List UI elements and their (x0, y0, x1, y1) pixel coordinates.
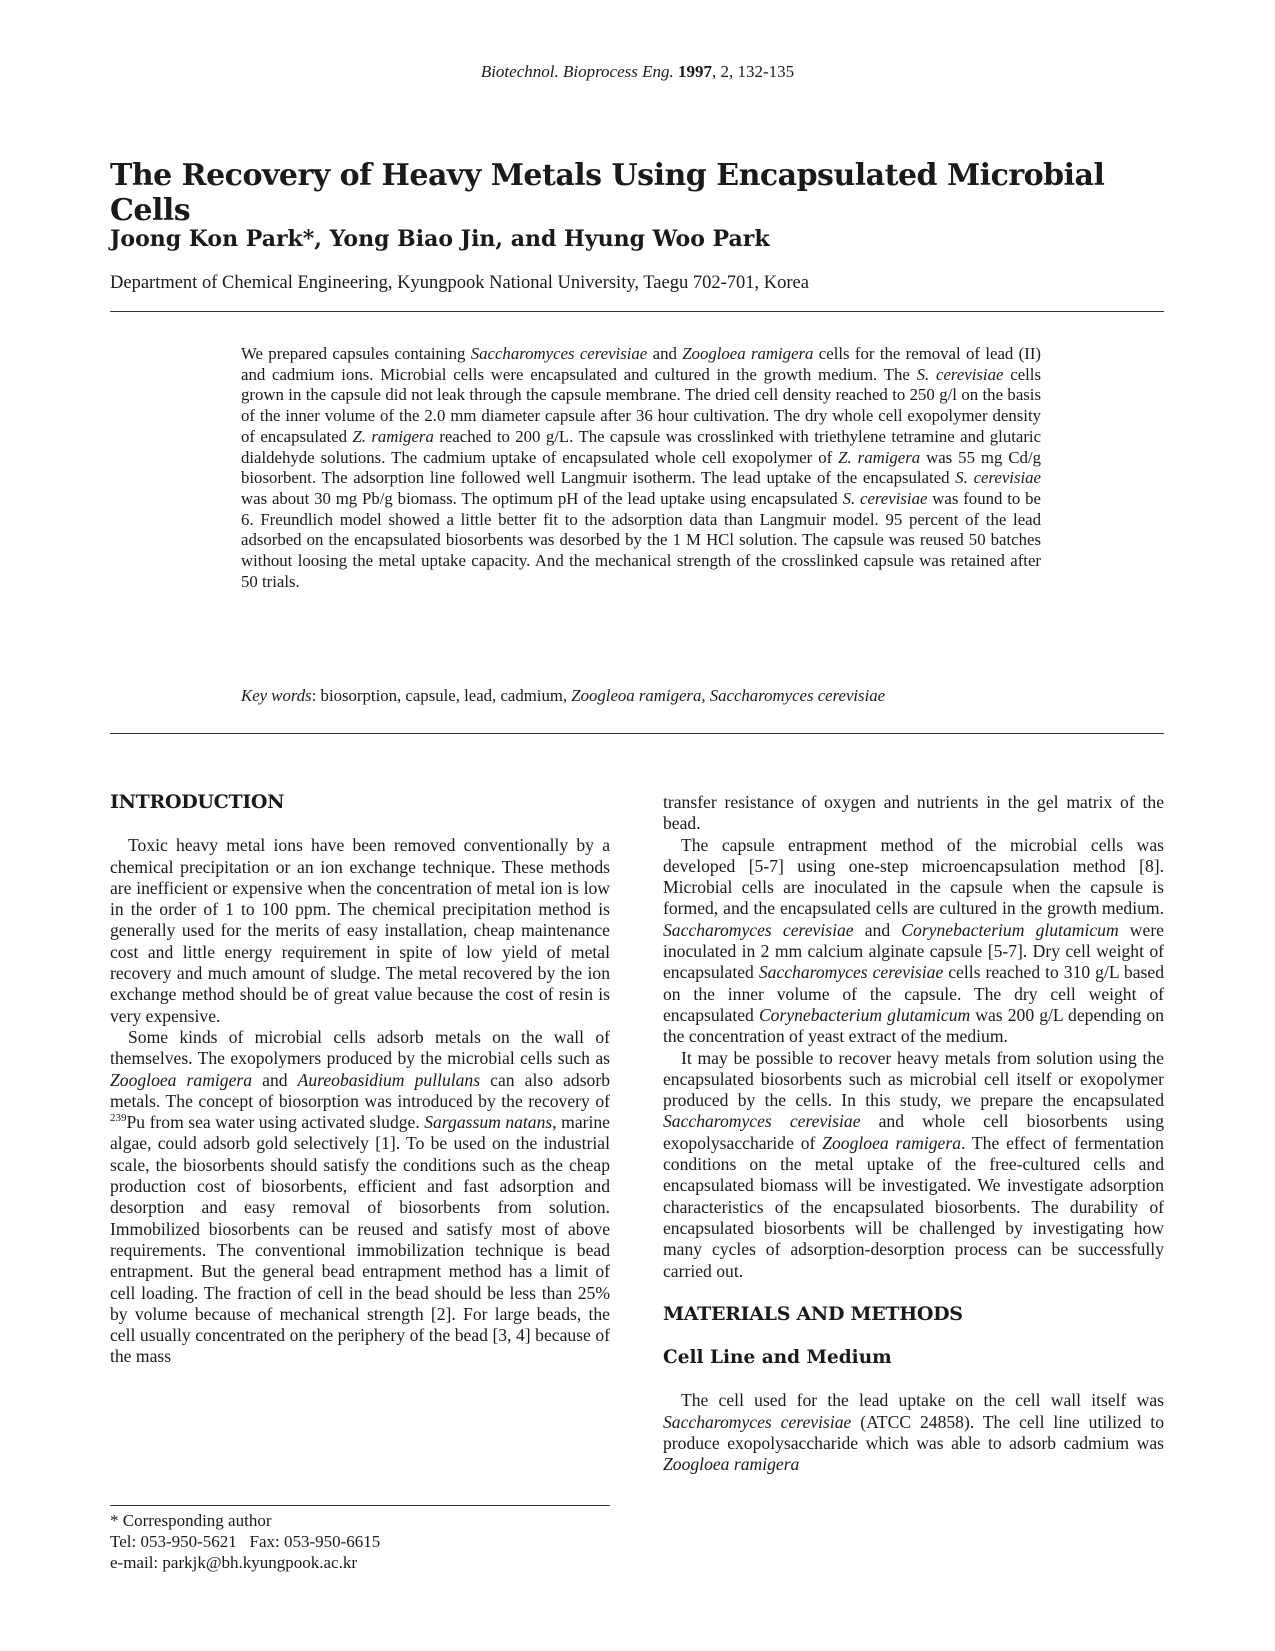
left-column (110, 792, 610, 1368)
methods-paragraph-1: The cell used for the lead uptake on the cell wall itself was Saccharomyces cerevisiae (ATCC 24858). The cell line utilized to produce exopolysaccharide which was able to adsorb cadmium was Zoogloea ramigera (663, 1390, 1164, 1475)
contact-phone-fax: Tel: 053-950-5621 Fax: 053-950-6615 (110, 1532, 381, 1551)
footnote (110, 1510, 610, 1573)
divider-top (110, 311, 1164, 312)
author-list: Joong Kon Park*, Yong Biao Jin, and Hyung Woo Park (110, 226, 770, 252)
divider-bottom (110, 733, 1164, 734)
footnote-divider (110, 1505, 610, 1506)
intro-paragraph-4: It may be possible to recover heavy metals from solution using the encapsulated biosorbents such as microbial cell itself or exopolymer produced by the cells. In this study, we prepare the encapsulated Saccharomyces cerevisiae and whole cell biosorbents using exopolysaccharide of Zoogloea ramigera. The effect of fermentation conditions on the metal uptake of the free-cultured cells and encapsulated biomass will be investigated. We investigate adsorption characteristics of the encapsulated biosorbents. The durability of encapsulated biosorbents will be challenged by investigating how many cycles of adsorption-desorption process can be successfully carried out. (663, 1047, 1164, 1281)
introduction-heading: INTRODUCTION (110, 791, 285, 813)
intro-paragraph-continued: transfer resistance of oxygen and nutrients in the gel matrix of the bead. (663, 792, 1164, 834)
cell-line-subheading: Cell Line and Medium (663, 1347, 892, 1369)
journal-citation (0, 62, 1275, 82)
keywords: Key words: biosorption, capsule, lead, cadmium, Zoogleoa ramigera, Saccharomyces cerevisiae (241, 686, 886, 705)
journal-volume-pages: , 2, 132-135 (712, 62, 795, 81)
methods-heading: MATERIALS AND METHODS (663, 1302, 963, 1325)
intro-paragraph-3: The capsule entrapment method of the microbial cells was developed [5-7] using one-step microencapsulation method [8]. Microbial cells are inoculated in the capsule when the capsule is formed, and the encapsulated cells are cultured in the growth medium. Saccharomyces cerevisiae and Corynebacterium glutamicum were inoculated in 2 mm calcium alginate capsule [5-7]. Dry cell weight of encapsulated Saccharomyces cerevisiae cells reached to 310 g/L based on the inner volume of the capsule. The dry cell weight of encapsulated Corynebacterium glutamicum was 200 g/L depending on the concentration of yeast extract of the medium. (663, 834, 1164, 1047)
intro-paragraph-2: Some kinds of microbial cells adsorb metals on the wall of themselves. The exopolymers produced by the microbial cells such as Zoogloea ramigera and Aureobasidium pullulans can also adsorb metals. The concept of biosorption was introduced by the recovery of $^{239}$Pu from sea water using activated sludge. Sargassum natans, marine algae, could adsorb gold selectively [1]. To be used on the industrial scale, the biosorbents should satisfy the conditions such as the cheap production cost of biosorbents, efficient and fast adsorption and desorption and easy removal of biosorbents from solution. Immobilized biosorbents can be reused and satisfy most of above requirements. The conventional immobilization technique is bead entrapment. But the general bead entrapment method has a limit of cell loading. The fraction of cell in the bead should be less than 25% by volume because of mechanical strength [2]. For large beads, the cell usually concentrated on the periphery of the bead [3, 4] because of the mass (110, 1026, 610, 1367)
corresponding-author: * Corresponding author (110, 1511, 272, 1530)
intro-paragraph-1: Toxic heavy metal ions have been removed conventionally by a chemical precipitation or an ion exchange technique. These methods are inefficient or expensive when the concentration of metal ion is low in the order of 1 to 100 ppm. The chemical precipitation method is generally used for the merits of easy installation, cheap maintenance cost and little energy requirement in spite of low yield of metal recovery and much amount of sludge. The metal recovered by the ion exchange method should be of great value because the cost of resin is very expensive. (110, 835, 610, 1026)
abstract: We prepared capsules containing Saccharomyces cerevisiae and Zoogloea ramigera cells for the removal of lead (II) and cadmium ions. Microbial cells were encapsulated and cultured in the growth medium. The S. cerevisiae cells grown in the capsule did not leak through the capsule membrane. The dried cell density reached to 250 g/l on the basis of the inner volume of the 2.0 mm diameter capsule after 36 hour cultivation. The dry whole cell exopolymer density of encapsulated Z. ramigera reached to 200 g/L. The capsule was crosslinked with triethylene tetramine and glutaric dialdehyde solutions. The cadmium uptake of encapsulated whole cell exopolymer of Z. ramigera was 55 mg Cd/g biosorbent. The adsorption line followed well Langmuir isotherm. The lead uptake of the encapsulated S. cerevisiae was about 30 mg Pb/g biomass. The optimum pH of the lead uptake using encapsulated S. cerevisiae was found to be 6. Freundlich model showed a little better fit to the adsorption data than Langmuir model. 95 percent of the lead adsorbed on the encapsulated biosorbents was desorbed by the 1 M HCl solution. The capsule was reused 50 batches without loosing the metal uptake capacity. And the mechanical strength of the crosslinked capsule was retained after 50 trials. (241, 344, 1042, 591)
affiliation: Department of Chemical Engineering, Kyungpook National University, Taegu 702-701, Korea (110, 273, 809, 293)
paper-title: The Recovery of Heavy Metals Using Encapsulated Microbial Cells (110, 158, 1105, 228)
journal-name: Biotechnol. Bioprocess Eng. (480, 62, 674, 81)
contact-email: e-mail: parkjk@bh.kyungpook.ac.kr (110, 1553, 357, 1572)
journal-year: 1997 (678, 62, 713, 81)
right-column (663, 792, 1164, 1476)
keywords-label: Key words (241, 686, 312, 705)
